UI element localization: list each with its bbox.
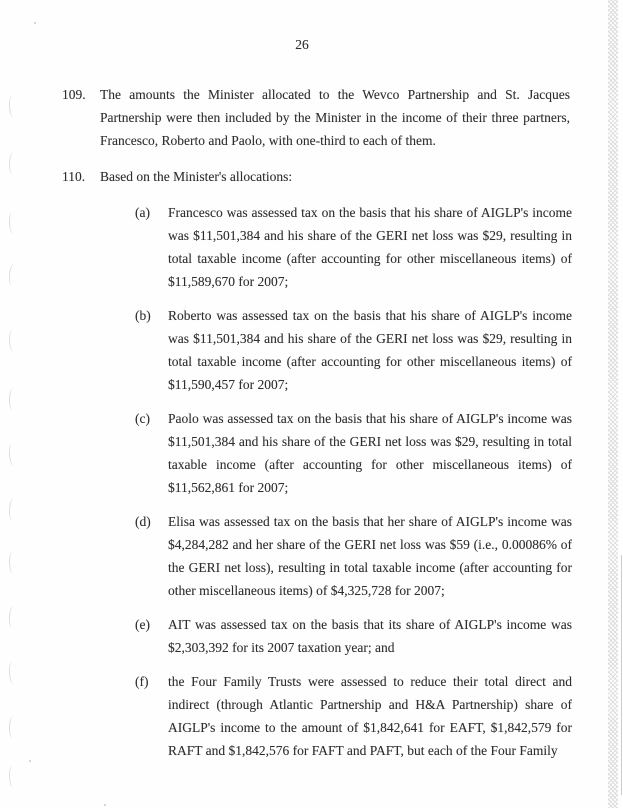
scan-artifact [8,152,16,174]
paragraph-110 [0,165,623,188]
subitem-text: Roberto was assessed tax on the basis that his share of AIGLP's income was $11,501,384 and his share of the GERI net loss was $29, resulting in total taxable income (after accounting for other miscellaneous items) of $11,590,457 for 2007; [168,308,572,392]
document-body [0,83,623,762]
paragraph-109 [0,83,623,152]
scan-artifact [9,388,17,410]
scan-edge-line [621,555,622,795]
paragraph-text: The amounts the Minister allocated to the Wevco Partnership and St. Jacques Partnership were then included by the Minister in the income of their three partners, Francesco, Roberto and Paolo, with one-third to each of them. [100,87,570,148]
scan-artifact [8,606,16,628]
paragraph-number: 109. [62,87,86,102]
page-number: 26 [295,37,309,52]
subitem-text: the Four Family Trusts were assessed to reduce their total direct and indirect (through Atlantic Partnership and H&A Partnership) share of AIGLP's income to the amount of $1,842,641 for EAFT, $1,842,579 for RAFT and $1,842,576 for FAFT and PAFT, but each of the Four Family [168,674,572,758]
subitem-label: (a) [135,205,150,220]
subitem-a [0,201,623,293]
scan-artifact [8,330,16,352]
subitem-text: Francesco was assessed tax on the basis that his share of AIGLP's income was $11,501,384 and his share of the GERI net loss was $29, resulting in total taxable income (after accounting for other miscellaneous items) of $11,589,670 for 2007; [168,205,572,289]
scan-speck [29,760,31,762]
scan-edge-strip [608,0,618,808]
subitem-label: (d) [135,514,151,529]
paragraph-number: 110. [62,169,86,184]
subitem-text: AIT was assessed tax on the basis that its share of AIGLP's income was $2,303,392 for its 2007 taxation year; and [168,617,572,655]
scan-artifact [9,212,17,234]
subitem-text: Paolo was assessed tax on the basis that his share of AIGLP's income was $11,501,384 and his share of the GERI net loss was $29, resulting in total taxable income (after accounting for other miscellaneous items) of $11,562,861 for 2007; [168,411,572,495]
subitem-label: (e) [135,617,150,632]
scan-artifact [9,716,17,738]
subitem-label: (c) [135,411,150,426]
scan-speck [104,804,106,806]
scan-artifact [9,552,17,574]
subitem-label: (b) [135,308,151,323]
subitem-d [0,510,623,602]
subitem-b [0,304,623,396]
subitem-f [0,670,623,762]
subitem-text: Elisa was assessed tax on the basis that her share of AIGLP's income was $4,284,282 and her share of the GERI net loss was $59 (i.e., 0.00086% of the GERI net loss), resulting in total taxable income (after accounting for other miscellaneous items) of $4,325,728 for 2007; [168,514,572,598]
subitem-label: (f) [135,674,149,689]
scan-artifact [8,766,16,788]
paragraph-text: Based on the Minister's allocations: [100,169,293,184]
subitem-c [0,407,623,499]
scan-speck [34,22,36,24]
subitem-e [0,613,623,659]
